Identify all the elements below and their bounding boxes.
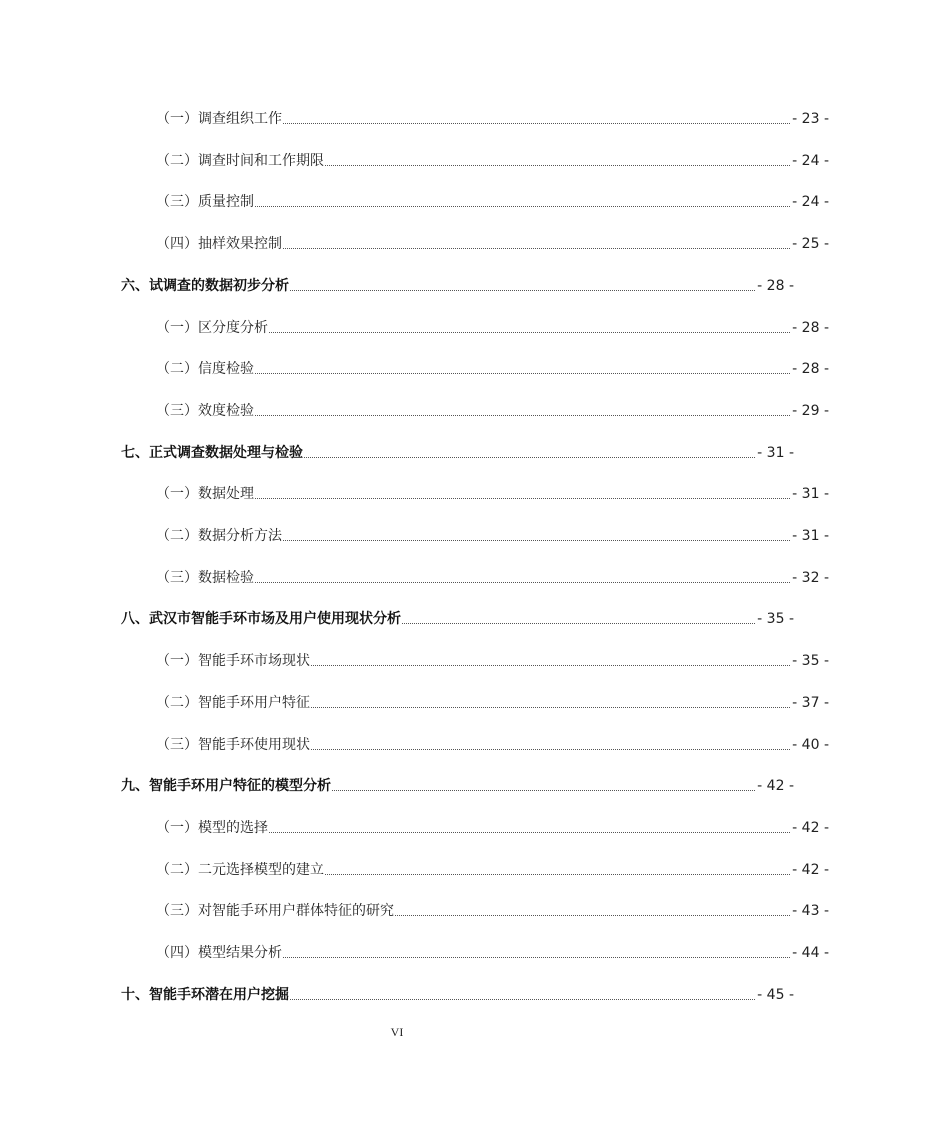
toc-entry-title: （二）智能手环用户特征 (156, 694, 310, 711)
toc-dot-leader (311, 749, 790, 750)
toc-entry-title: （二）数据分析方法 (156, 528, 282, 544)
toc-dot-leader (283, 123, 790, 124)
toc-entry-title: （二）调查时间和工作期限 (156, 152, 324, 169)
toc-entry-page: - 42 - (757, 778, 794, 795)
toc-dot-leader (311, 665, 790, 666)
toc-dot-leader (283, 540, 790, 541)
toc-entry-title: 九、智能手环用户特征的模型分析 (121, 778, 331, 795)
toc-entry-page: - 28 - (792, 319, 829, 336)
toc-dot-leader (255, 582, 790, 583)
toc-entry-page: - 24 - (792, 194, 829, 211)
toc-entry-title: （一）区分度分析 (156, 319, 268, 336)
toc-entry-page: - 31 - (792, 528, 829, 544)
toc-entry-page: - 42 - (792, 819, 829, 836)
toc-entry-title: （三）数据检验 (156, 569, 254, 586)
toc-entry-page: - 45 - (757, 986, 794, 1003)
toc-section-entry[interactable] (0, 314, 950, 338)
toc-entry-page: - 31 - (792, 486, 829, 503)
toc-entry-title: （一）智能手环市场现状 (156, 653, 310, 670)
toc-dot-leader (255, 206, 790, 207)
toc-entry-title: （三）效度检验 (156, 402, 254, 419)
toc-entry-page: - 40 - (792, 736, 829, 753)
toc-section-entry[interactable] (0, 188, 950, 212)
toc-dot-leader (395, 915, 790, 916)
toc-entry-page: - 28 - (757, 277, 794, 294)
toc-entry-title: （四）抽样效果控制 (156, 236, 282, 253)
toc-section-entry[interactable] (0, 856, 950, 880)
toc-chapter-entry[interactable] (0, 272, 915, 296)
toc-entry-page: - 28 - (792, 361, 829, 378)
toc-dot-leader (332, 790, 755, 791)
toc-section-entry[interactable] (0, 564, 950, 588)
toc-entry-title: 八、武汉市智能手环市场及用户使用现状分析 (121, 611, 401, 628)
toc-section-entry[interactable] (0, 647, 950, 671)
toc-dot-leader (304, 457, 755, 458)
toc-section-entry[interactable] (0, 480, 950, 504)
toc-entry-page: - 35 - (792, 653, 829, 670)
toc-entry-title: （三）对智能手环用户群体特征的研究 (156, 903, 394, 920)
toc-entry-title: （四）模型结果分析 (156, 945, 282, 961)
toc-entry-title: 十、智能手环潜在用户挖掘 (121, 986, 289, 1003)
toc-section-entry[interactable] (0, 522, 950, 546)
toc-dot-leader (325, 874, 790, 875)
toc-entry-title: （一）数据处理 (156, 486, 254, 503)
toc-entry-title: （三）质量控制 (156, 194, 254, 211)
toc-section-entry[interactable] (0, 689, 950, 713)
toc-section-entry[interactable] (0, 397, 950, 421)
toc-entry-title: （二）二元选择模型的建立 (156, 861, 324, 878)
toc-dot-leader (311, 707, 790, 708)
toc-chapter-entry[interactable] (0, 439, 915, 463)
toc-dot-leader (290, 999, 755, 1000)
toc-dot-leader (255, 415, 790, 416)
toc-entry-title: 七、正式调查数据处理与检验 (121, 444, 303, 461)
toc-section-entry[interactable] (0, 147, 950, 171)
toc-dot-leader (283, 248, 790, 249)
toc-entry-page: - 23 - (792, 111, 829, 127)
toc-entry-page: - 24 - (792, 152, 829, 169)
toc-section-entry[interactable] (0, 355, 950, 379)
toc-section-entry[interactable] (0, 105, 950, 129)
toc-entry-title: （一）调查组织工作 (156, 111, 282, 127)
toc-entry-page: - 42 - (792, 861, 829, 878)
toc-chapter-entry[interactable] (0, 981, 915, 1005)
toc-dot-leader (255, 373, 790, 374)
toc-entry-title: （三）智能手环使用现状 (156, 736, 310, 753)
toc-section-entry[interactable] (0, 897, 950, 921)
toc-section-entry[interactable] (0, 939, 950, 963)
toc-section-entry[interactable] (0, 814, 950, 838)
toc-chapter-entry[interactable] (0, 605, 915, 629)
toc-dot-leader (283, 957, 790, 958)
toc-entry-title: 六、试调查的数据初步分析 (121, 277, 289, 294)
toc-dot-leader (269, 332, 790, 333)
toc-dot-leader (269, 832, 790, 833)
toc-entry-page: - 32 - (792, 569, 829, 586)
toc-section-entry[interactable] (0, 230, 950, 254)
toc-entry-page: - 31 - (757, 444, 794, 461)
toc-entry-page: - 25 - (792, 236, 829, 253)
toc-entry-title: （二）信度检验 (156, 361, 254, 378)
toc-entry-page: - 35 - (757, 611, 794, 628)
toc-entry-title: （一）模型的选择 (156, 819, 268, 836)
toc-entry-page: - 37 - (792, 694, 829, 711)
toc-dot-leader (290, 290, 755, 291)
toc-dot-leader (255, 498, 790, 499)
page-number: VI (390, 1025, 404, 1039)
toc-entry-page: - 29 - (792, 402, 829, 419)
toc-dot-leader (325, 165, 790, 166)
toc-dot-leader (402, 623, 755, 624)
toc-section-entry[interactable] (0, 731, 950, 755)
toc-entry-page: - 43 - (792, 903, 829, 920)
toc-chapter-entry[interactable] (0, 772, 915, 796)
toc-entry-page: - 44 - (792, 945, 829, 961)
